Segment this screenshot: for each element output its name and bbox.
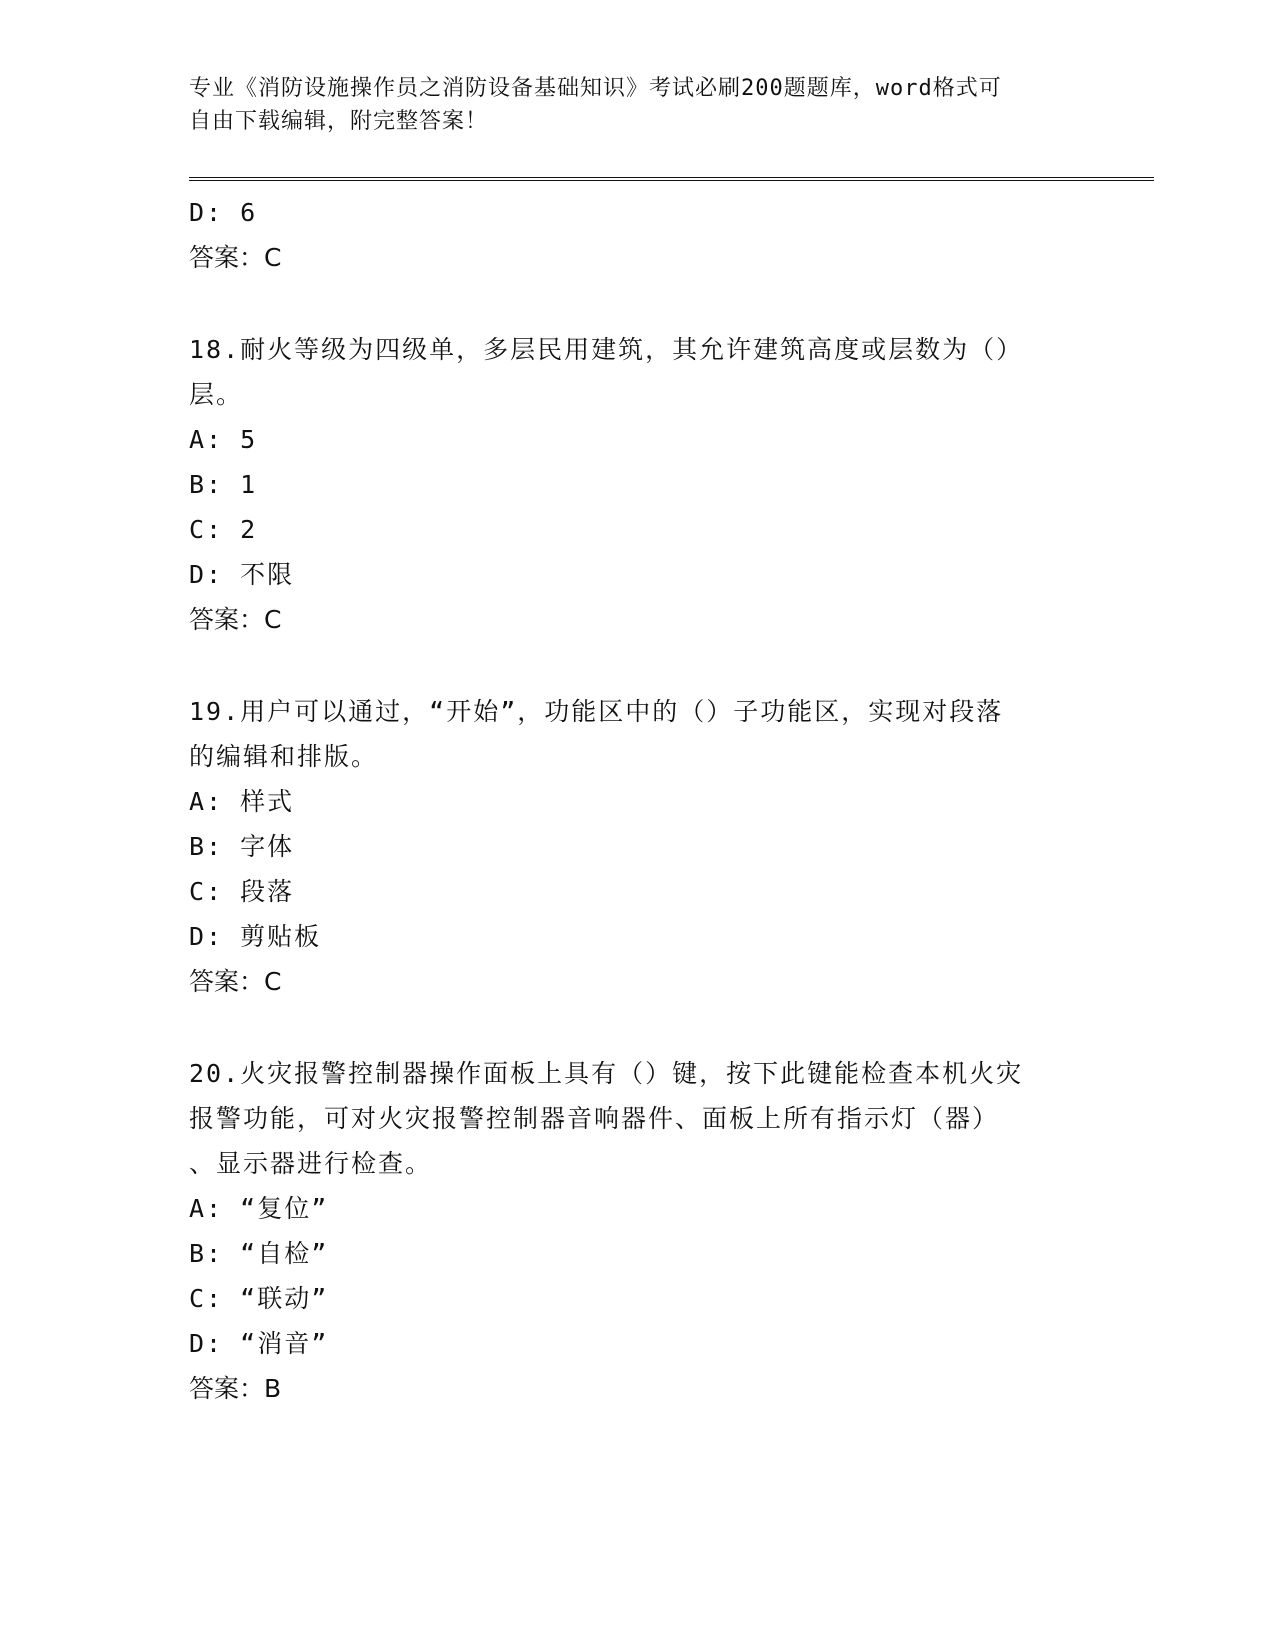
option-d: D: 不限 bbox=[189, 560, 295, 589]
option-c: C: 段落 bbox=[189, 877, 295, 906]
option-b: B: 1 bbox=[189, 470, 258, 499]
question-text: 19.用户可以通过，“开始”，功能区中的（）子功能区，实现对段落 bbox=[189, 697, 1004, 726]
header-divider bbox=[189, 177, 1154, 181]
question-text: 报警功能，可对火灾报警控制器音响器件、面板上所有指示灯（器） bbox=[189, 1104, 1000, 1133]
question-text: 层。 bbox=[189, 380, 244, 409]
option-b: B: “自检” bbox=[189, 1239, 329, 1268]
answer-line: 答案：B bbox=[189, 1374, 282, 1403]
option-d: D: “消音” bbox=[189, 1329, 329, 1358]
option-c: C: 2 bbox=[189, 515, 258, 544]
option-c: C: “联动” bbox=[189, 1284, 329, 1313]
option-a: A: 5 bbox=[189, 425, 258, 454]
header-line-1: 专业《消防设施操作员之消防设备基础知识》考试必刷200题题库，word格式可 bbox=[189, 76, 1002, 101]
question-text: 18.耐火等级为四级单，多层民用建筑，其允许建筑高度或层数为（） bbox=[189, 335, 1024, 364]
option-d: D: 剪贴板 bbox=[189, 922, 322, 951]
question-text: 、显示器进行检查。 bbox=[189, 1149, 433, 1178]
option-b: B: 字体 bbox=[189, 832, 295, 861]
option-a: A: “复位” bbox=[189, 1194, 329, 1223]
question-list bbox=[189, 190, 1089, 1411]
answer-line: 答案：C bbox=[189, 967, 282, 996]
question-text: 的编辑和排版。 bbox=[189, 742, 379, 771]
option-d: D: 6 bbox=[189, 198, 258, 227]
question-19 bbox=[189, 689, 1089, 1004]
answer-line: 答案：C bbox=[189, 243, 282, 272]
header-line-2: 自由下载编辑，附完整答案！ bbox=[189, 109, 489, 134]
answer-line: 答案：C bbox=[189, 605, 282, 634]
question-text: 20.火灾报警控制器操作面板上具有（）键，按下此键能检查本机火灾 bbox=[189, 1059, 1024, 1088]
option-a: A: 样式 bbox=[189, 787, 295, 816]
question-20 bbox=[189, 1051, 1089, 1411]
question-18 bbox=[189, 327, 1089, 642]
document-header bbox=[189, 72, 1069, 138]
